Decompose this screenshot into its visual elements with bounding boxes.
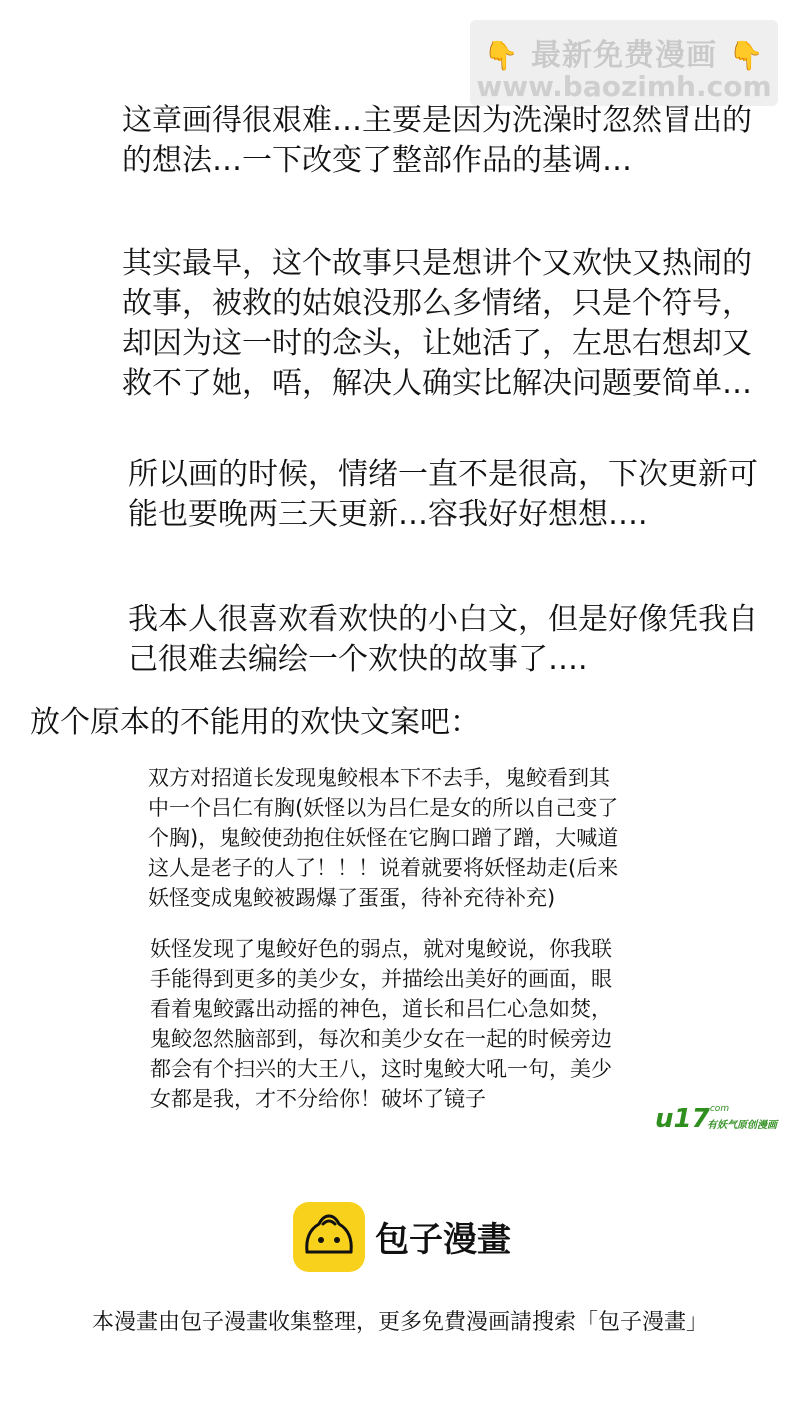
note-paragraph-1: 这章画得很艰难…主要是因为洗澡时忽然冒出的 的想法…一下改变了整部作品的基调…	[122, 103, 752, 178]
watermark-title-row	[470, 30, 778, 74]
note-paragraph-2: 其实最早，这个故事只是想讲个又欢快又热闹的 故事，被救的姑娘没那么多情绪，只是个符号， 却因为这一时的念头，让她活了，左思右想却又 救不了她，唔，解决人确实比解决问题要简单…	[122, 246, 752, 401]
note-paragraph-3: 所以画的时候，情绪一直不是很高，下次更新可 能也要晚两三天更新…容我好好想想….	[128, 457, 758, 532]
u17-domain: .com	[707, 1104, 730, 1114]
u17-logo	[655, 1104, 795, 1134]
draft-paragraph-1: 双方对招道长发现鬼鲛根本下不去手，鬼鲛看到其 中一个吕仁有胸(妖怪以为吕仁是女的所以自己变了 个胸)，鬼鲛使劲抱住妖怪在它胸口蹭了蹭，大喊道 这人是老子的人了！！！说着就要将妖怪劫走(后来 妖怪变成鬼鲛被踢爆了蛋蛋，待补充待补充)	[148, 766, 619, 910]
baozi-bun-icon	[293, 1202, 365, 1272]
pointing-down-hand-icon: 👇	[728, 39, 765, 72]
brand-name: 包子漫畫	[375, 1220, 511, 1260]
draft-paragraph-2: 妖怪发现了鬼鲛好色的弱点，就对鬼鲛说，你我联 手能得到更多的美少女，并描绘出美好的画面，眼 看着鬼鲛露出动摇的神色，道长和吕仁心急如焚， 鬼鲛忽然脑部到，每次和美少女在一起的时候旁边 都会有个扫兴的大王八，这时鬼鲛大吼一句，美少 女都是我，才不分给你！破坏了镜子	[150, 937, 612, 1111]
u17-mark: u17	[655, 1104, 710, 1134]
u17-tagline: 有妖气原创漫画	[707, 1120, 777, 1131]
baozi-logo-icon	[293, 1202, 365, 1272]
watermark-banner	[470, 20, 778, 106]
footer-notice: 本漫畫由包子漫畫收集整理，更多免費漫画請搜索「包子漫畫」	[91, 1310, 708, 1335]
pointing-down-hand-icon: 👇	[483, 39, 520, 72]
watermark-title: 最新免费漫画	[531, 38, 717, 73]
note-paragraph-4: 我本人很喜欢看欢快的小白文，但是好像凭我自 己很难去编绘一个欢快的故事了….	[128, 602, 758, 677]
section-heading: 放个原本的不能用的欢快文案吧：	[30, 705, 480, 740]
watermark-url: www.baozimh.com	[476, 70, 772, 103]
